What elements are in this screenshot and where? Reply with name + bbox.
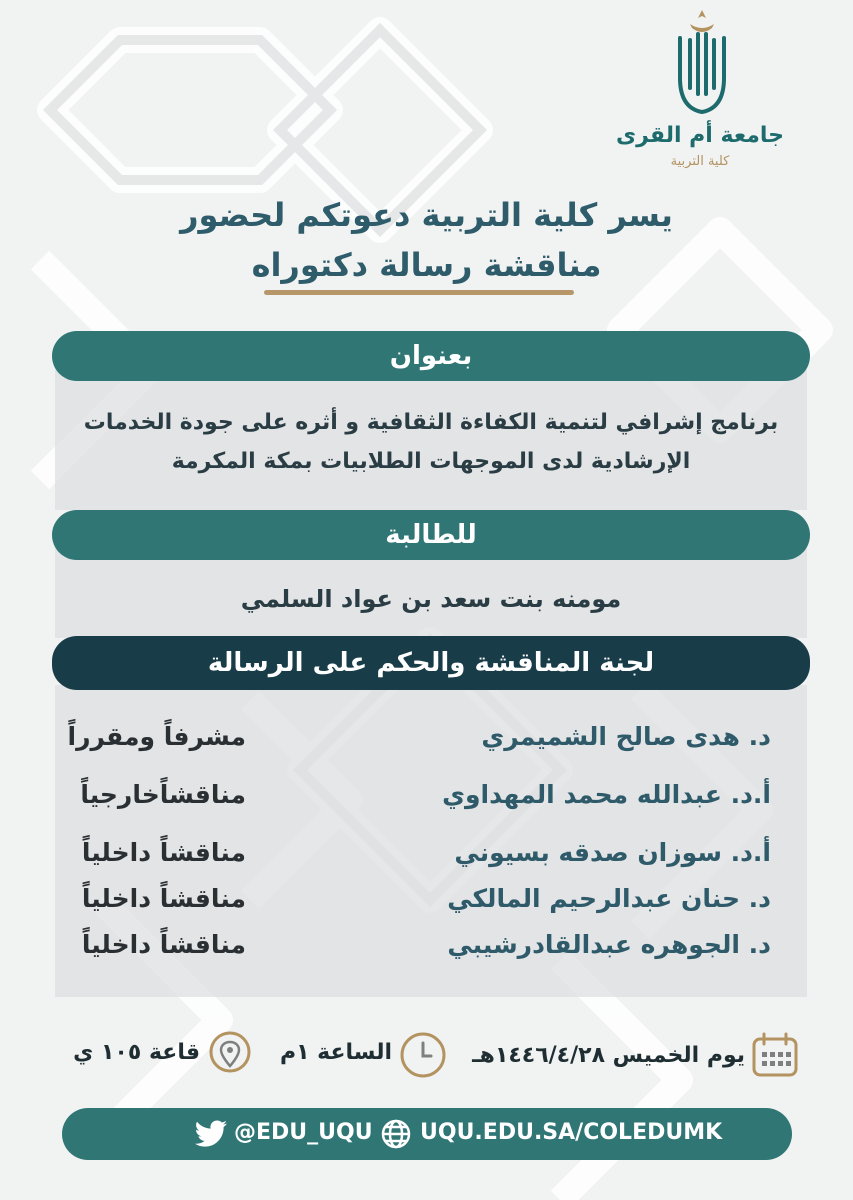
committee-section-header: لجنة المناقشة والحكم على الرسالة [52, 636, 810, 690]
website-link[interactable]: UQU.EDU.SA/COLEDUMK [420, 1120, 723, 1145]
committee-member-role: مناقشاً داخلياً [81, 838, 246, 867]
thesis-title-line-2: الإرشادية لدى الموجهات الطلابيات بمكة المكرمة [171, 449, 691, 474]
student-section-header: للطالبة [52, 510, 810, 560]
committee-member-name: د. الجوهره عبدالقادرشيبي [447, 930, 771, 959]
committee-member-name: أ.د. عبدالله محمد المهداوي [442, 780, 771, 809]
globe-icon [380, 1118, 412, 1150]
college-name: كلية التربية [670, 154, 730, 169]
student-name: مومنه بنت سعد بن عواد السلمي [240, 585, 622, 613]
location-pin-icon [208, 1030, 252, 1080]
committee-member-role: مناقشاًخارجياً [80, 780, 246, 809]
title-panel [55, 370, 807, 510]
invitation-line-1: يسر كلية التربية دعوتكم لحضور [180, 196, 673, 234]
twitter-icon [194, 1120, 228, 1148]
thesis-title-line-1: برنامج إشرافي لتنمية الكفاءة الثقافية و أثره على جودة الخدمات [83, 410, 779, 435]
committee-member-name: د. حنان عبدالرحيم المالكي [447, 884, 771, 913]
committee-member-name: د. هدى صالح الشميمري [481, 722, 771, 751]
invitation-line-2: مناقشة رسالة دكتوراه [251, 246, 602, 284]
university-name: جامعة أم القرى [616, 123, 784, 148]
calendar-icon [750, 1030, 800, 1080]
university-logo [600, 8, 800, 178]
committee-member-name: أ.د. سوزان صدقه بسيوني [454, 838, 771, 867]
committee-member-role: مشرفاً ومقرراً [67, 722, 246, 751]
clock-icon [398, 1030, 448, 1080]
twitter-handle[interactable]: @EDU_UQU [234, 1120, 373, 1145]
university-emblem-icon [672, 8, 732, 118]
title-section-header: بعنوان [52, 331, 810, 381]
event-time: الساعة ١م [279, 1040, 392, 1065]
event-date: يوم الخميس ١٤٤٦/٤/٢٨هـ [472, 1043, 745, 1068]
committee-member-role: مناقشاً داخلياً [81, 930, 246, 959]
committee-member-role: مناقشاً داخلياً [81, 884, 246, 913]
gold-divider [264, 290, 574, 295]
event-room: قاعة ١٠٥ ي [73, 1040, 200, 1065]
